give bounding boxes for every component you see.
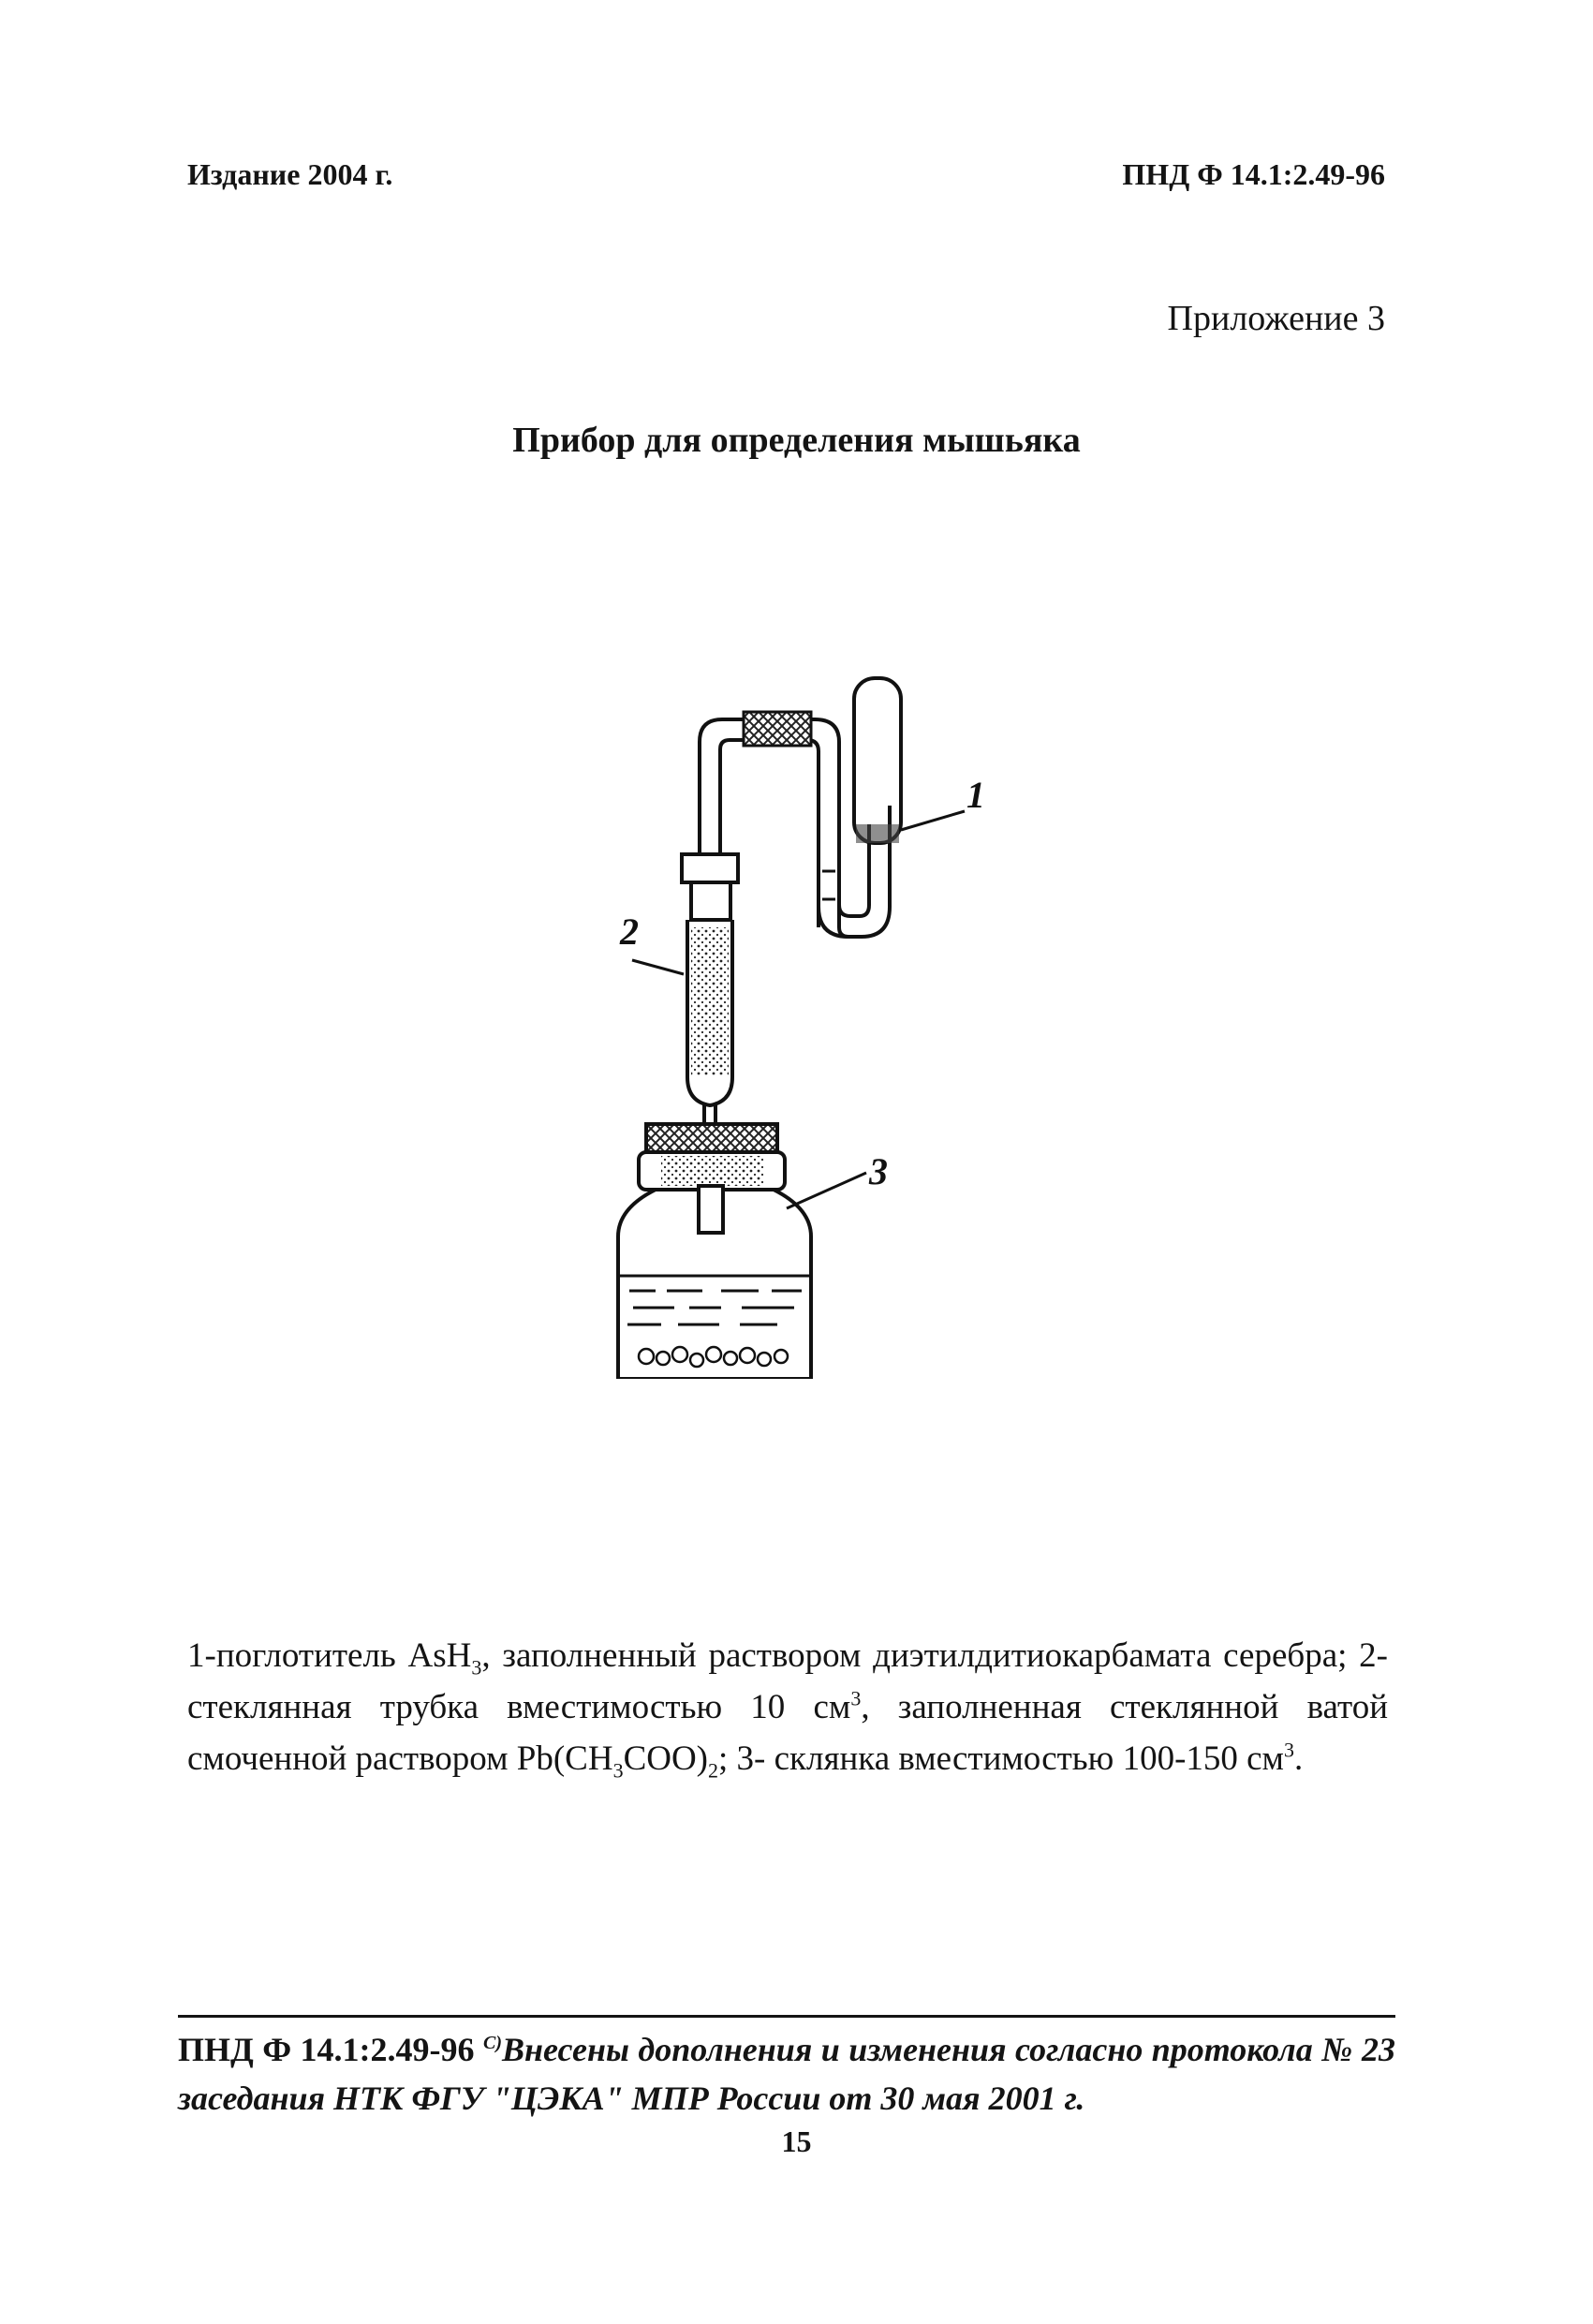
footnote-divider [178, 2015, 1395, 2018]
caption-text: 1-поглотитель AsH [187, 1636, 472, 1675]
rubber-joint [744, 712, 811, 746]
edition-label: Издание 2004 г. [187, 157, 393, 191]
footnote-text: Внесены дополнения и изменения согласно протокола № 23 заседания НТК ФГУ "ЦЭКА" МПР России от 30 мая 2001 г. [178, 2031, 1396, 2117]
footnote-mark: С) [482, 2033, 502, 2053]
caption-text: , заполненная стеклянной ватой смоченной раствором Pb(CH [187, 1688, 1388, 1778]
document-code: ПНД Ф 14.1:2.49-96 [1122, 157, 1385, 191]
caption-text: ; 3- склянка вместимостью 100-150 см [718, 1739, 1284, 1778]
arsenic-apparatus-figure [562, 656, 1124, 1424]
page-title: Прибор для определения мышьяка [512, 421, 1081, 460]
figure-caption [187, 1630, 1388, 1784]
caption-superscript: 3 [850, 1686, 862, 1710]
caption-subscript: 2 [708, 1758, 719, 1783]
label-1: 1 [966, 774, 985, 816]
caption-subscript: 3 [612, 1758, 624, 1783]
page-number: 15 [781, 2124, 812, 2158]
caption-text: . [1293, 1739, 1304, 1778]
caption-text: , заполненный раствором диэтилдитиокарбамата серебра; 2- стеклянная трубка вместимостью 10 см [187, 1636, 1388, 1726]
footnote [178, 2025, 1395, 2123]
footnote-code: ПНД Ф 14.1:2.49-96 [178, 2031, 475, 2068]
label-2: 2 [620, 910, 639, 953]
inlet-tube [699, 1186, 723, 1233]
flask-stopper [661, 1156, 764, 1186]
cotton-wool [691, 927, 729, 1075]
caption-superscript: 3 [1283, 1738, 1294, 1762]
caption-text: COO) [623, 1739, 709, 1778]
connecting-tube [700, 719, 848, 937]
appendix-label: Приложение 3 [1167, 299, 1385, 338]
label-3: 3 [869, 1150, 888, 1192]
caption-subscript: 3 [471, 1655, 482, 1680]
absorber-liquid [856, 824, 899, 843]
